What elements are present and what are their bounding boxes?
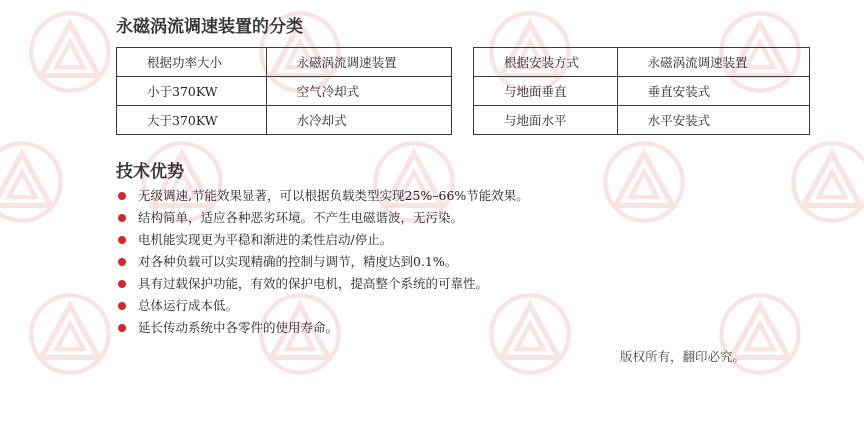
logo-watermark-icon — [0, 140, 64, 224]
list-item-text: 无级调速,节能效果显著，可以根据负载类型实现25%–66%节能效果。 — [138, 188, 529, 203]
list-item — [118, 317, 529, 339]
logo-watermark-icon — [602, 140, 686, 224]
section-title-classification: 永磁涡流调速装置的分类 — [116, 17, 303, 37]
list-item — [118, 251, 529, 273]
list-item-text: 具有过载保护功能，有效的保护电机，提高整个系统的可靠性。 — [138, 276, 489, 291]
table-cell: 空气冷却式 — [266, 77, 451, 106]
table-cell: 小于370KW — [117, 77, 267, 106]
table-header-cell: 根据安装方式 — [474, 48, 618, 77]
logo-watermark-icon — [790, 140, 864, 224]
list-item — [118, 185, 529, 207]
classification-by-power-table — [116, 47, 452, 135]
red-dot-bullet-icon — [118, 236, 126, 244]
red-dot-bullet-icon — [118, 214, 126, 222]
list-item — [118, 273, 529, 295]
advantages-list — [118, 185, 529, 339]
red-dot-bullet-icon — [118, 302, 126, 310]
list-item-text: 总体运行成本低。 — [138, 298, 239, 313]
red-dot-bullet-icon — [118, 258, 126, 266]
table-cell: 与地面垂直 — [474, 77, 618, 106]
list-item — [118, 207, 529, 229]
copyright-notice: 版权所有，翻印必究。 — [620, 349, 746, 364]
table-cell: 垂直安装式 — [617, 77, 809, 106]
list-item-text: 延长传动系统中各零件的使用寿命。 — [138, 320, 339, 335]
classification-by-mounting-table — [473, 47, 810, 135]
section-title-advantages: 技术优势 — [116, 162, 184, 182]
logo-watermark-icon — [28, 10, 112, 94]
list-item — [118, 229, 529, 251]
logo-watermark-icon — [28, 292, 112, 376]
table-row — [474, 77, 810, 106]
table-row — [474, 106, 810, 135]
list-item-text: 对各种负载可以实现精确的控制与调节，精度达到0.1%。 — [138, 254, 458, 269]
red-dot-bullet-icon — [118, 280, 126, 288]
table-cell: 与地面水平 — [474, 106, 618, 135]
list-item-text: 电机能实现更为平稳和渐进的柔性启动/停止。 — [138, 232, 393, 247]
table-header-row — [117, 48, 452, 77]
table-header-cell: 永磁涡流调速装置 — [266, 48, 451, 77]
table-row — [117, 106, 452, 135]
table-header-cell: 永磁涡流调速装置 — [617, 48, 809, 77]
table-row — [117, 77, 452, 106]
table-cell: 水冷却式 — [266, 106, 451, 135]
table-header-cell: 根据功率大小 — [117, 48, 267, 77]
list-item-text: 结构简单，适应各种恶劣环境。不产生电磁谐波，无污染。 — [138, 210, 464, 225]
red-dot-bullet-icon — [118, 324, 126, 332]
list-item — [118, 295, 529, 317]
table-cell: 水平安装式 — [617, 106, 809, 135]
red-dot-bullet-icon — [118, 192, 126, 200]
table-cell: 大于370KW — [117, 106, 267, 135]
table-header-row — [474, 48, 810, 77]
